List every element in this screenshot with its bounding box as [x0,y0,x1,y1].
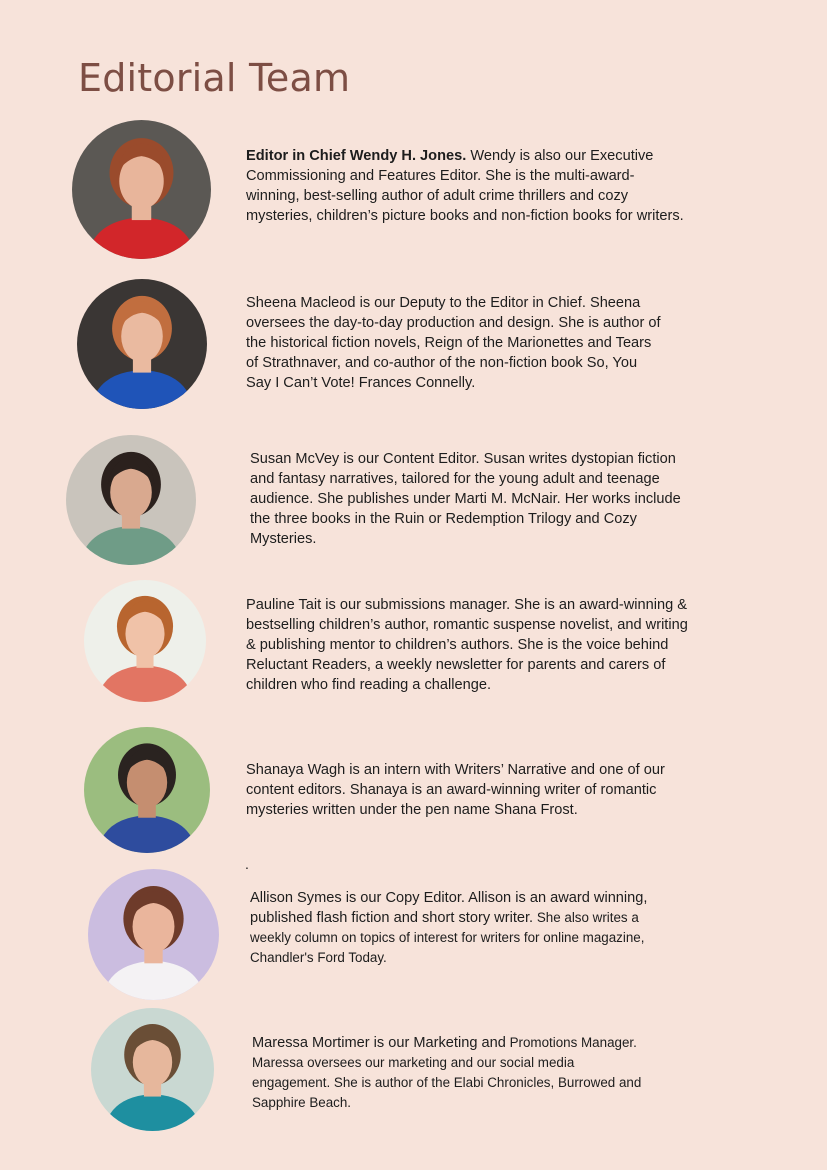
portrait-illustration [84,727,210,853]
bio-susan-mcvey: Susan McVey is our Content Editor. Susan writes dystopian fiction and fantasy narratives, tailored for the young adult and teenage audience. She publishes under Marti M. McNair. Her works include the three books in the Ruin or Redemption Trilogy and Cozy Mysteries. [250,451,681,547]
portrait-illustration [88,869,219,1000]
bio-text: Wendy is also our Executive Commissioning and Features Editor. She is the multi-award-winning, best-selling author of adult crime thrillers and cozy mysteries, children’s picture books and non-fiction books for writers. [246,148,684,224]
bio-lead: Editor in Chief Wendy H. Jones. [246,148,467,164]
portrait-shanaya-wagh [84,727,210,853]
portrait-illustration [91,1008,214,1131]
page-title: Editorial Team [78,56,351,100]
bio-maressa-mortimer [252,1033,642,1113]
bio-shanaya-wagh: Shanaya Wagh is an intern with Writers’ Narrative and one of our content editors. Shanaya is an award-winning writer of romantic mysteries written under the pen name Shana Frost. [246,762,665,818]
bio-text-large: Maressa Mortimer is our Marketing and [252,1035,506,1051]
portrait-illustration [72,120,211,259]
bio-pauline-tait: Pauline Tait is our submissions manager. She is an award-winning & bestselling children’s author, romantic suspense novelist, and writing & publishing mentor to children’s authors. She is the voice behind Reluctant Readers, a weekly newsletter for parents and carers of children who find reading a challenge. [246,597,688,693]
portrait-sheena-macleod [77,279,207,409]
bio-text-small: Promotions Manager. Maressa oversees our marketing and our social media engagement. She is author of the Elabi Chronicles, Burrowed and Sapphire Beach. [252,1035,642,1110]
portrait-susan-mcvey [66,435,196,565]
bio-text-large: Allison Symes is our Copy Editor. Allison is an award winning, published flash fiction and short story writer. [250,890,648,926]
bio-sheena-macleod: Sheena Macleod is our Deputy to the Editor in Chief. Sheena oversees the day-to-day production and design. She is author of the historical fiction novels, Reign of the Marionettes and Tears of Strathnaver, and co-author of the non-fiction book So, You Say I Can’t Vote! Frances Connelly. [246,295,661,391]
portrait-wendy-jones [72,120,211,259]
bio-wendy-jones [246,146,686,226]
bio-text-small: She also writes a weekly column on topics of interest for writers for online magazine, Chandler's Ford Today. [250,910,645,965]
portrait-illustration [77,279,207,409]
portrait-pauline-tait [84,580,206,702]
portrait-allison-symes [88,869,219,1000]
portrait-maressa-mortimer [91,1008,214,1131]
portrait-illustration [84,580,206,702]
bio-allison-symes [250,888,680,968]
separator-dot: . [245,856,249,872]
portrait-illustration [66,435,196,565]
